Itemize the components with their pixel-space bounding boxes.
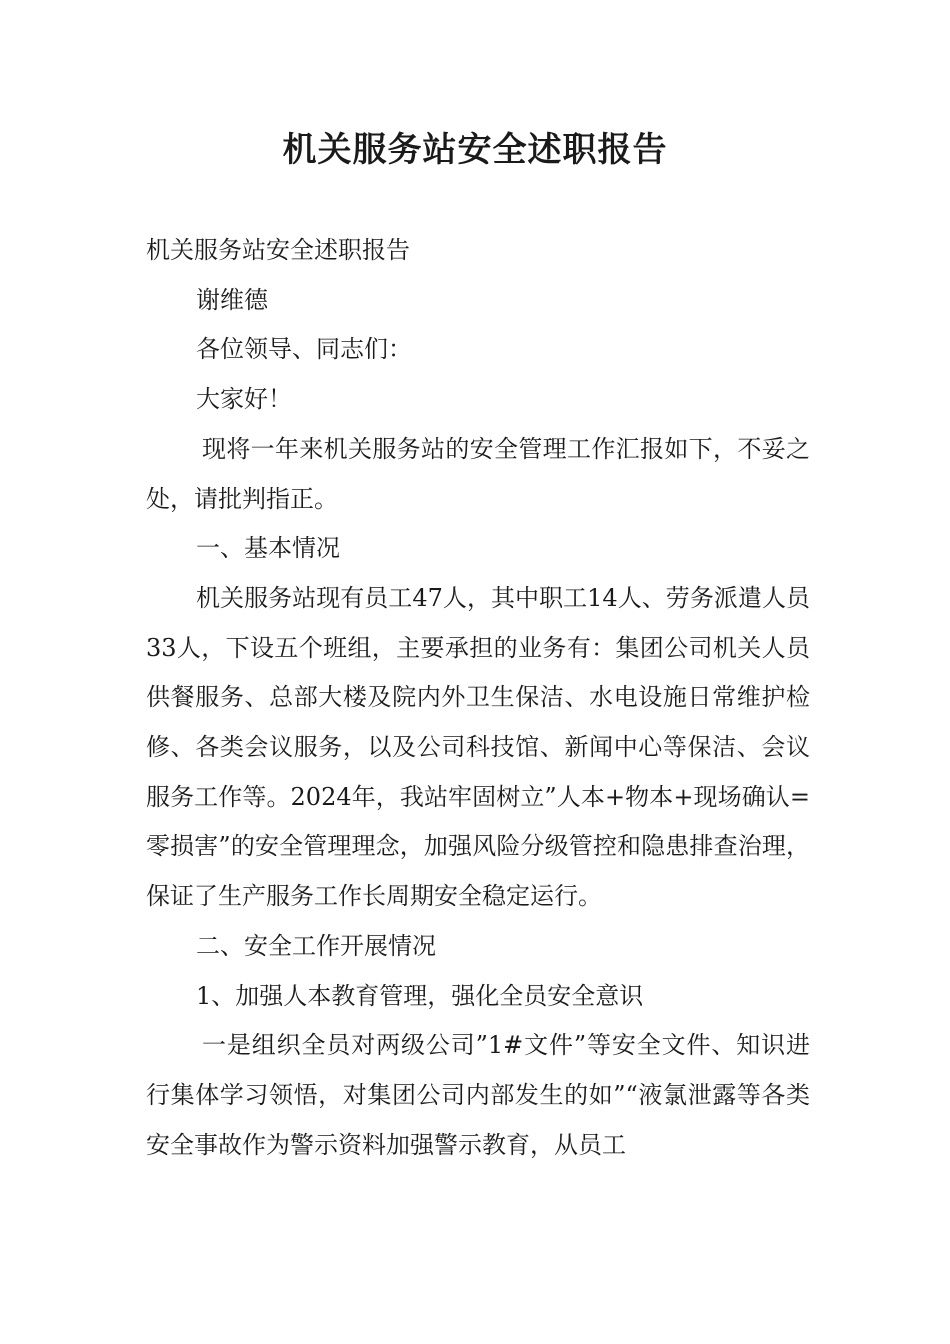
document-body xyxy=(146,226,810,1170)
section-heading-work: 二、安全工作开展情况 xyxy=(196,931,436,960)
paragraph-salutation: 各位领导、同志们： xyxy=(196,335,412,364)
paragraph-intro: 现将一年来机关服务站的安全管理工作汇报如下，不妥之处，请批判指正。 xyxy=(146,434,810,513)
paragraph-heading: 机关服务站安全述职报告 xyxy=(146,236,410,264)
paragraph-greeting: 大家好！ xyxy=(196,385,292,414)
paragraph-item-1: 一是组织全员对两级公司”1#文件”等安全文件、知识进行集体学习领悟，对集团公司内部发生的如”“液氯泄露等各类安全事故作为警示资料加强警示教育，从员工 xyxy=(146,1031,810,1159)
document-title: 机关服务站安全述职报告 xyxy=(282,130,668,170)
paragraph-author: 谢维德 xyxy=(196,285,268,314)
paragraph-basic-info: 机关服务站现有员工47人，其中职工14人、劳务派遣人员33人，下设五个班组，主要承担的业务有：集团公司机关人员供餐服务、总部大楼及院内外卫生保洁、水电设施日常维护检修、各类会议服务，以及公司科技馆、新闻中心等保洁、会议服务工作等。2024年，我站牢固树立”人本+物本+现场确认=零损害”的安全管理理念，加强风险分级管控和隐患排查治理，保证了生产服务工作长周期安全稳定运行。 xyxy=(146,583,810,911)
subsection-heading-1: 1、加强人本教育管理，强化全员安全意识 xyxy=(196,981,644,1010)
section-heading-basic: 一、基本情况 xyxy=(196,534,340,563)
